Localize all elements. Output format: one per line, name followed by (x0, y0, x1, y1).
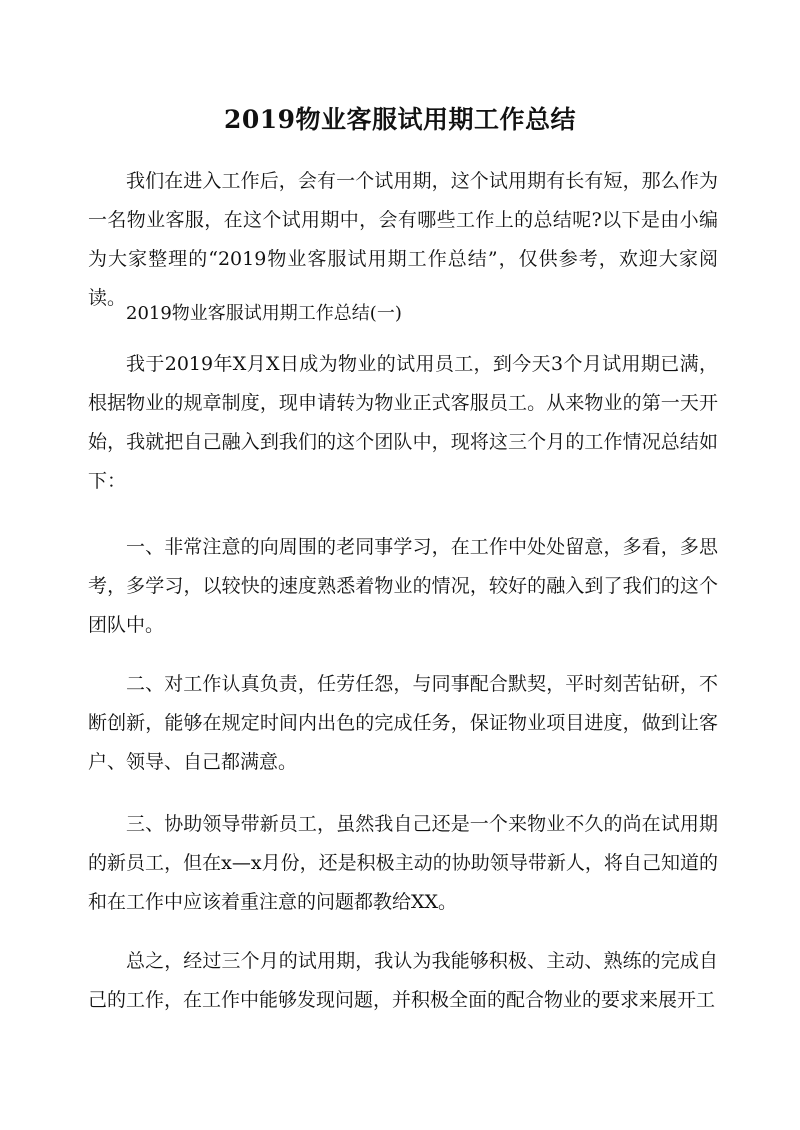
body-paragraph-1: 我于2019年X月X日成为物业的试用员工，到今天3个月试用期已满，根据物业的规章制度，现申请转为物业正式客服员工。从来物业的第一天开始，我就把自己融入到我们的这个团队中，现将这三个月的工作情况总结如下： (88, 353, 718, 492)
body-paragraph-4: 三、协助领导带新员工，虽然我自己还是一个来物业不久的尚在试用期的新员工，但在x—x月份，还是积极主动的协助领导带新人，将自己知道的和在工作中应该着重注意的问题都教给XX。 (88, 813, 718, 913)
body-paragraph-3: 二、对工作认真负责，任劳任怨，与同事配合默契，平时刻苦钻研，不断创新，能够在规定时间内出色的完成任务，保证物业项目进度，做到让客户、领导、自己都满意。 (88, 673, 718, 773)
section-heading: 2019物业客服试用期工作总结(一) (126, 303, 402, 324)
body-paragraph-5: 总之，经过三个月的试用期，我认为我能够积极、主动、熟练的完成自己的工作，在工作中能够发现问题，并积极全面的配合物业的要求来展开工 (88, 950, 718, 1011)
document-title: 2019物业客服试用期工作总结 (223, 105, 577, 134)
intro-paragraph: 我们在进入工作后，会有一个试用期，这个试用期有长有短，那么作为一名物业客服，在这个试用期中，会有哪些工作上的总结呢?以下是由小编为大家整理的“2019物业客服试用期工作总结”，仅供参考，欢迎大家阅读。 (88, 170, 718, 309)
body-paragraph-2: 一、非常注意的向周围的老同事学习，在工作中处处留意，多看，多思考，多学习，以较快的速度熟悉着物业的情况，较好的融入到了我们的这个团队中。 (88, 536, 718, 636)
